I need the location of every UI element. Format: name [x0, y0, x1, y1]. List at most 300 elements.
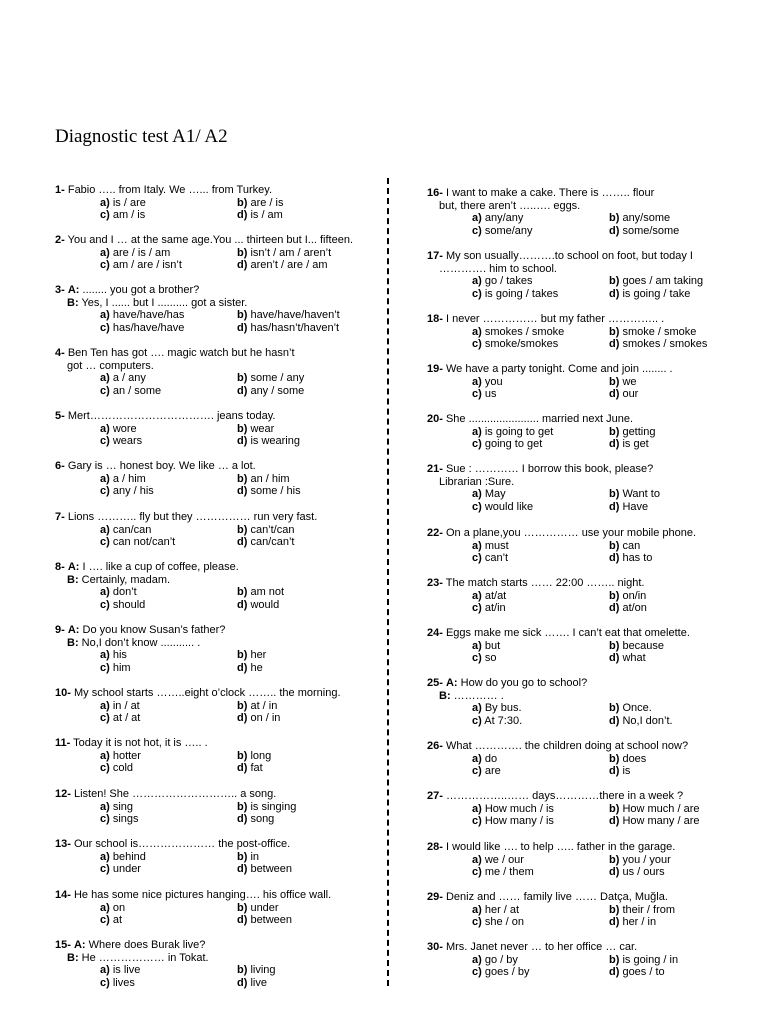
question-number: 12-	[55, 788, 71, 800]
answer-option[interactable]: a) must	[472, 539, 509, 552]
answer-option[interactable]: d) goes / to	[609, 966, 665, 979]
option-letter: c)	[472, 966, 482, 979]
answer-option[interactable]: d) fat	[237, 762, 263, 775]
answer-option[interactable]: b) living	[237, 964, 276, 977]
answer-options	[472, 376, 757, 401]
answer-option[interactable]: a) How much / is	[472, 802, 554, 815]
answer-option[interactable]: b) are / is	[237, 196, 284, 209]
answer-options	[472, 326, 757, 351]
option-letter: d)	[237, 661, 248, 674]
speaker-label: A:	[67, 284, 80, 296]
option-letter: d)	[609, 338, 620, 351]
answer-option[interactable]: a) is going to get	[472, 425, 554, 438]
question-text: 1- Fabio ….. from Italy. We …... from Turkey.	[55, 184, 272, 196]
option-letter: a)	[472, 375, 482, 388]
answer-option[interactable]: d) is wearing	[237, 435, 300, 448]
question-number: 14-	[55, 889, 71, 901]
answer-option[interactable]: b) their / from	[609, 903, 676, 916]
question-number: 22-	[427, 527, 443, 539]
question-number: 20-	[427, 413, 443, 425]
option-letter: a)	[472, 212, 482, 225]
question-text-continued: B: ………… .	[439, 689, 504, 702]
option-letter: d)	[609, 916, 620, 929]
options-row	[100, 259, 385, 272]
question-item	[55, 889, 385, 927]
question-text: 14- He has some nice pictures hanging…. his office wall.	[55, 889, 332, 901]
answer-option[interactable]: a) you	[472, 375, 503, 388]
options-row	[472, 275, 757, 288]
answer-option[interactable]: d) Have	[609, 500, 649, 513]
option-letter: b)	[609, 639, 620, 652]
answer-option[interactable]: a) By bus.	[472, 702, 522, 715]
question-text-continued: but, there aren’t …..…. eggs.	[439, 199, 581, 212]
answer-option[interactable]: c) us	[472, 388, 497, 401]
answer-option[interactable]: a) don’t	[100, 586, 137, 599]
question-item	[427, 527, 757, 565]
question-text: 7- Lions ……….. fly but they …………… run very fast.	[55, 511, 318, 523]
question-text: 8- A: I …. like a cup of coffee, please.	[55, 561, 239, 573]
answer-option[interactable]: c) goes / by	[472, 966, 530, 979]
answer-option[interactable]: b) is going / in	[609, 953, 679, 966]
answer-option[interactable]: a) smokes / smoke	[472, 325, 565, 338]
option-letter: c)	[100, 598, 110, 611]
option-letter: b)	[609, 325, 620, 338]
question-text: 12- Listen! She ……………………….. a song.	[55, 788, 277, 800]
option-letter: c)	[472, 287, 482, 300]
options-row	[100, 851, 385, 864]
question-item	[427, 677, 757, 727]
option-letter: a)	[472, 802, 482, 815]
answer-option[interactable]: d) smokes / smokes	[609, 338, 708, 351]
answer-option[interactable]: d) he	[237, 661, 263, 674]
answer-option[interactable]: b) smoke / smoke	[609, 325, 697, 338]
options-row	[472, 602, 757, 615]
option-letter: b)	[609, 425, 620, 438]
answer-option[interactable]: c) so	[472, 652, 497, 665]
answer-option[interactable]: d) on / in	[237, 712, 281, 725]
question-number: 9-	[55, 624, 65, 636]
option-letter: c)	[472, 815, 482, 828]
question-item	[427, 891, 757, 929]
answer-option[interactable]: c) some/any	[472, 224, 533, 237]
question-number: 18-	[427, 313, 443, 325]
answer-options	[100, 851, 385, 876]
answer-option[interactable]: b) am not	[237, 586, 285, 599]
question-text-continued: B: Certainly, madam.	[67, 573, 171, 586]
answer-options	[100, 964, 385, 989]
answer-option[interactable]: a) in / at	[100, 699, 140, 712]
answer-options	[472, 640, 757, 665]
options-row	[472, 438, 757, 451]
option-letter: b)	[237, 649, 248, 662]
option-letter: a)	[472, 853, 482, 866]
answer-option[interactable]: a) is / are	[100, 196, 146, 209]
answer-option[interactable]: b) we	[609, 375, 637, 388]
answer-option[interactable]: c) can not/can’t	[100, 536, 176, 549]
option-letter: c)	[100, 384, 110, 397]
answer-option[interactable]: a) on	[100, 901, 126, 914]
options-row	[100, 586, 385, 599]
option-letter: d)	[609, 966, 620, 979]
options-row	[100, 813, 385, 826]
options-row	[472, 501, 757, 514]
question-text-continued: B: No,I don’t know ........... .	[67, 636, 201, 649]
answer-option[interactable]: b) getting	[609, 425, 656, 438]
answer-option[interactable]: d) some/some	[609, 224, 680, 237]
answer-option[interactable]: c) are	[472, 765, 501, 778]
answer-option[interactable]: d) at/on	[609, 602, 647, 615]
question-item	[427, 740, 757, 778]
answer-option[interactable]: d) has to	[609, 552, 653, 565]
options-row	[472, 803, 757, 816]
answer-option[interactable]: d) is get	[609, 438, 649, 451]
answer-options	[100, 309, 385, 334]
option-letter: c)	[472, 602, 482, 615]
option-letter: c)	[472, 714, 482, 727]
option-letter: a)	[100, 472, 110, 485]
answer-option[interactable]: d) aren’t / are / am	[237, 259, 328, 272]
options-row	[100, 750, 385, 763]
answer-option[interactable]: c) would like	[472, 500, 534, 513]
answer-option[interactable]: c) cold	[100, 762, 134, 775]
options-row	[100, 649, 385, 662]
option-letter: d)	[237, 536, 248, 549]
question-text: 27- ……………..…… days…………there in a week ?	[427, 790, 684, 802]
speaker-label: B:	[67, 636, 79, 649]
answer-option[interactable]: c) at	[100, 914, 123, 927]
answer-option[interactable]: c) under	[100, 863, 141, 876]
answer-option[interactable]: b) does	[609, 752, 647, 765]
answer-option[interactable]: b) goes / am taking	[609, 275, 704, 288]
option-letter: c)	[100, 536, 110, 549]
question-item	[55, 184, 385, 222]
speaker-label: B:	[439, 689, 451, 702]
option-letter: d)	[609, 438, 620, 451]
option-letter: c)	[100, 976, 110, 989]
speaker-label: B:	[67, 296, 79, 309]
answer-option[interactable]: c) should	[100, 598, 146, 611]
question-item	[427, 187, 757, 237]
option-letter: c)	[472, 224, 482, 237]
options-row	[472, 488, 757, 501]
answer-option[interactable]: b) in	[237, 850, 260, 863]
question-number: 11-	[55, 737, 71, 749]
answer-option[interactable]: d) is going / take	[609, 287, 691, 300]
option-letter: a)	[100, 901, 110, 914]
answer-option[interactable]: d) has/hasn’t/haven’t	[237, 321, 340, 334]
options-row	[100, 473, 385, 486]
option-letter: b)	[609, 903, 620, 916]
answer-option[interactable]: b) her	[237, 649, 267, 662]
answer-option[interactable]: c) an / some	[100, 384, 162, 397]
options-row	[472, 590, 757, 603]
answer-option[interactable]: b) isn’t / am / aren’t	[237, 246, 332, 259]
option-letter: a)	[100, 372, 110, 385]
question-text: 26- What …………. the children doing at school now?	[427, 740, 689, 752]
answer-option[interactable]: a) a / him	[100, 472, 146, 485]
option-letter: a)	[100, 309, 110, 322]
option-letter: b)	[237, 901, 248, 914]
option-letter: c)	[100, 813, 110, 826]
answer-option[interactable]: a) behind	[100, 850, 146, 863]
question-number: 19-	[427, 363, 443, 375]
answer-option[interactable]: a) his	[100, 649, 127, 662]
option-letter: b)	[237, 586, 248, 599]
option-letter: c)	[100, 762, 110, 775]
answer-option[interactable]: b) wear	[237, 422, 275, 435]
answer-option[interactable]: c) at / at	[100, 712, 141, 725]
answer-options	[472, 275, 757, 300]
options-row	[100, 700, 385, 713]
answer-option[interactable]: b) Once.	[609, 702, 652, 715]
answer-options	[472, 753, 757, 778]
answer-option[interactable]: c) lives	[100, 976, 135, 989]
answer-option[interactable]: a) at/at	[472, 589, 507, 602]
option-letter: b)	[609, 853, 620, 866]
answer-options	[100, 700, 385, 725]
question-text: 13- Our school is………………… the post-office.	[55, 838, 291, 850]
options-row	[100, 977, 385, 990]
question-text: 10- My school starts ……..eight o’clock …….. the morning.	[55, 687, 341, 699]
answer-option[interactable]: b) on/in	[609, 589, 647, 602]
answer-option[interactable]: a) hotter	[100, 749, 141, 762]
answer-options	[100, 473, 385, 498]
options-row	[100, 485, 385, 498]
option-letter: a)	[472, 488, 482, 501]
option-letter: a)	[100, 749, 110, 762]
answer-options	[472, 803, 757, 828]
answer-options	[472, 702, 757, 727]
answer-option[interactable]: d) our	[609, 388, 639, 401]
question-text: 20- She ....................... married next June.	[427, 413, 634, 425]
answer-option[interactable]: d) How many / are	[609, 815, 700, 828]
option-letter: b)	[237, 850, 248, 863]
option-letter: d)	[237, 712, 248, 725]
answer-option[interactable]: a) is live	[100, 964, 141, 977]
answer-option[interactable]: c) sings	[100, 813, 139, 826]
question-item	[427, 790, 757, 828]
options-row	[472, 854, 757, 867]
question-number: 23-	[427, 577, 443, 589]
answer-option[interactable]: d) song	[237, 813, 275, 826]
question-number: 16-	[427, 187, 443, 199]
options-row	[100, 662, 385, 675]
answer-options	[100, 649, 385, 674]
option-letter: d)	[237, 209, 248, 222]
option-letter: b)	[237, 246, 248, 259]
answer-option[interactable]: a) do	[472, 752, 498, 765]
answer-option[interactable]: d) live	[237, 976, 267, 989]
options-row	[472, 552, 757, 565]
options-row	[472, 702, 757, 715]
options-row	[100, 863, 385, 876]
option-letter: a)	[472, 639, 482, 652]
answer-option[interactable]: a) go / by	[472, 953, 518, 966]
answer-options	[472, 426, 757, 451]
option-letter: c)	[100, 435, 110, 448]
question-item	[427, 463, 757, 513]
answer-option[interactable]: c) me / them	[472, 866, 534, 879]
answer-option[interactable]: c) going to get	[472, 438, 543, 451]
question-number: 26-	[427, 740, 443, 752]
options-row	[472, 640, 757, 653]
answer-option[interactable]: c) am / is	[100, 209, 146, 222]
option-letter: c)	[100, 321, 110, 334]
option-letter: c)	[472, 552, 482, 565]
answer-option[interactable]: d) is / am	[237, 209, 283, 222]
option-letter: c)	[472, 438, 482, 451]
options-row	[100, 322, 385, 335]
answer-option[interactable]: d) between	[237, 863, 293, 876]
answer-option[interactable]: a) but	[472, 639, 501, 652]
question-number: 6-	[55, 460, 65, 472]
answer-option[interactable]: a) have/have/has	[100, 309, 185, 322]
options-row	[472, 954, 757, 967]
option-letter: d)	[609, 815, 620, 828]
speaker-label: A:	[445, 677, 458, 689]
answer-option[interactable]: c) any / his	[100, 485, 154, 498]
answer-option[interactable]: a) can/can	[100, 523, 152, 536]
option-letter: c)	[472, 388, 482, 401]
question-text: 21- Sue : ………… I borrow this book, please?	[427, 463, 654, 475]
options-row	[100, 385, 385, 398]
options-row	[472, 376, 757, 389]
option-letter: d)	[609, 552, 620, 565]
answer-option[interactable]: d) No,I don’t.	[609, 714, 673, 727]
question-number: 17-	[427, 250, 443, 262]
question-item	[427, 627, 757, 665]
answer-option[interactable]: c) How many / is	[472, 815, 554, 828]
answer-option[interactable]: b) you / your	[609, 853, 671, 866]
options-row	[100, 801, 385, 814]
question-number: 28-	[427, 841, 443, 853]
options-row	[100, 599, 385, 612]
answer-option[interactable]: b) some / any	[237, 372, 305, 385]
question-item	[427, 577, 757, 615]
question-text: 28- I would like …. to help ….. father in the garage.	[427, 841, 676, 853]
question-number: 8-	[55, 561, 65, 573]
question-text: 16- I want to make a cake. There is …….. flour	[427, 187, 655, 199]
answer-option[interactable]: a) sing	[100, 800, 134, 813]
answer-option[interactable]: c) wears	[100, 435, 143, 448]
answer-option[interactable]: d) any / some	[237, 384, 305, 397]
question-text: 9- A: Do you know Susan’s father?	[55, 624, 226, 636]
answer-option[interactable]: c) she / on	[472, 916, 524, 929]
answer-option[interactable]: b) because	[609, 639, 665, 652]
answer-option[interactable]: c) has/have/have	[100, 321, 185, 334]
option-letter: c)	[472, 916, 482, 929]
answer-option[interactable]: d) would	[237, 598, 280, 611]
answer-option[interactable]: c) at/in	[472, 602, 506, 615]
option-letter: d)	[237, 321, 248, 334]
question-item	[55, 838, 385, 876]
answer-option[interactable]: b) Want to	[609, 488, 660, 501]
option-letter: b)	[237, 699, 248, 712]
options-row	[472, 540, 757, 553]
answer-option[interactable]: b) can	[609, 539, 641, 552]
options-row	[472, 326, 757, 339]
answer-option[interactable]: a) wore	[100, 422, 137, 435]
answer-option[interactable]: b) can’t/can	[237, 523, 295, 536]
answer-option[interactable]: a) May	[472, 488, 506, 501]
option-letter: d)	[237, 863, 248, 876]
answer-option[interactable]: b) any/some	[609, 212, 671, 225]
answer-options	[100, 197, 385, 222]
option-letter: a)	[100, 850, 110, 863]
options-row	[472, 904, 757, 917]
answer-option[interactable]: d) us / ours	[609, 866, 665, 879]
answer-option[interactable]: c) At 7:30.	[472, 714, 523, 727]
question-number: 24-	[427, 627, 443, 639]
answer-option[interactable]: d) her / in	[609, 916, 657, 929]
question-item	[427, 313, 757, 351]
answer-option[interactable]: a) any/any	[472, 212, 524, 225]
option-letter: b)	[609, 802, 620, 815]
answer-option[interactable]: b) at / in	[237, 699, 278, 712]
option-letter: b)	[609, 752, 620, 765]
answer-option[interactable]: d) some / his	[237, 485, 301, 498]
answer-option[interactable]: c) can’t	[472, 552, 509, 565]
option-letter: b)	[609, 375, 620, 388]
question-text-continued: got … computers.	[67, 359, 154, 372]
option-letter: a)	[472, 752, 482, 765]
question-text: 23- The match starts …… 22:00 …….. night.	[427, 577, 645, 589]
answer-option[interactable]: c) smoke/smokes	[472, 338, 559, 351]
question-number: 25-	[427, 677, 443, 689]
answer-option[interactable]: a) a / any	[100, 372, 146, 385]
answer-option[interactable]: a) go / takes	[472, 275, 533, 288]
answer-option[interactable]: d) can/can’t	[237, 536, 295, 549]
answer-option[interactable]: a) her / at	[472, 903, 520, 916]
answer-option[interactable]: c) him	[100, 661, 131, 674]
question-item	[55, 737, 385, 775]
option-letter: d)	[237, 598, 248, 611]
answer-option[interactable]: b) long	[237, 749, 272, 762]
answer-options	[100, 247, 385, 272]
question-item	[55, 347, 385, 397]
answer-option[interactable]: c) am / are / isn’t	[100, 259, 182, 272]
option-letter: b)	[237, 472, 248, 485]
question-item	[427, 250, 757, 300]
option-letter: c)	[472, 652, 482, 665]
question-item	[55, 939, 385, 989]
answer-option[interactable]: d) is	[609, 765, 631, 778]
answer-option[interactable]: b) have/have/haven’t	[237, 309, 340, 322]
answer-option[interactable]: d) between	[237, 914, 293, 927]
answer-option[interactable]: c) is going / takes	[472, 287, 559, 300]
options-row	[472, 815, 757, 828]
answer-option[interactable]: b) is singing	[237, 800, 297, 813]
answer-option[interactable]: a) are / is / am	[100, 246, 171, 259]
options-row	[100, 902, 385, 915]
option-letter: a)	[100, 649, 110, 662]
answer-option[interactable]: b) an / him	[237, 472, 290, 485]
answer-option[interactable]: b) How much / are	[609, 802, 700, 815]
answer-options	[100, 586, 385, 611]
option-letter: d)	[237, 914, 248, 927]
question-number: 7-	[55, 511, 65, 523]
question-text: 11- Today it is not hot, it is ….. .	[55, 737, 208, 749]
answer-option[interactable]: d) what	[609, 652, 646, 665]
options-row	[472, 966, 757, 979]
option-letter: c)	[472, 338, 482, 351]
answer-option[interactable]: a) we / our	[472, 853, 524, 866]
question-item	[55, 561, 385, 611]
page-title: Diagnostic test A1/ A2	[55, 126, 228, 147]
option-letter: c)	[100, 914, 110, 927]
answer-option[interactable]: b) under	[237, 901, 279, 914]
answer-options	[472, 954, 757, 979]
